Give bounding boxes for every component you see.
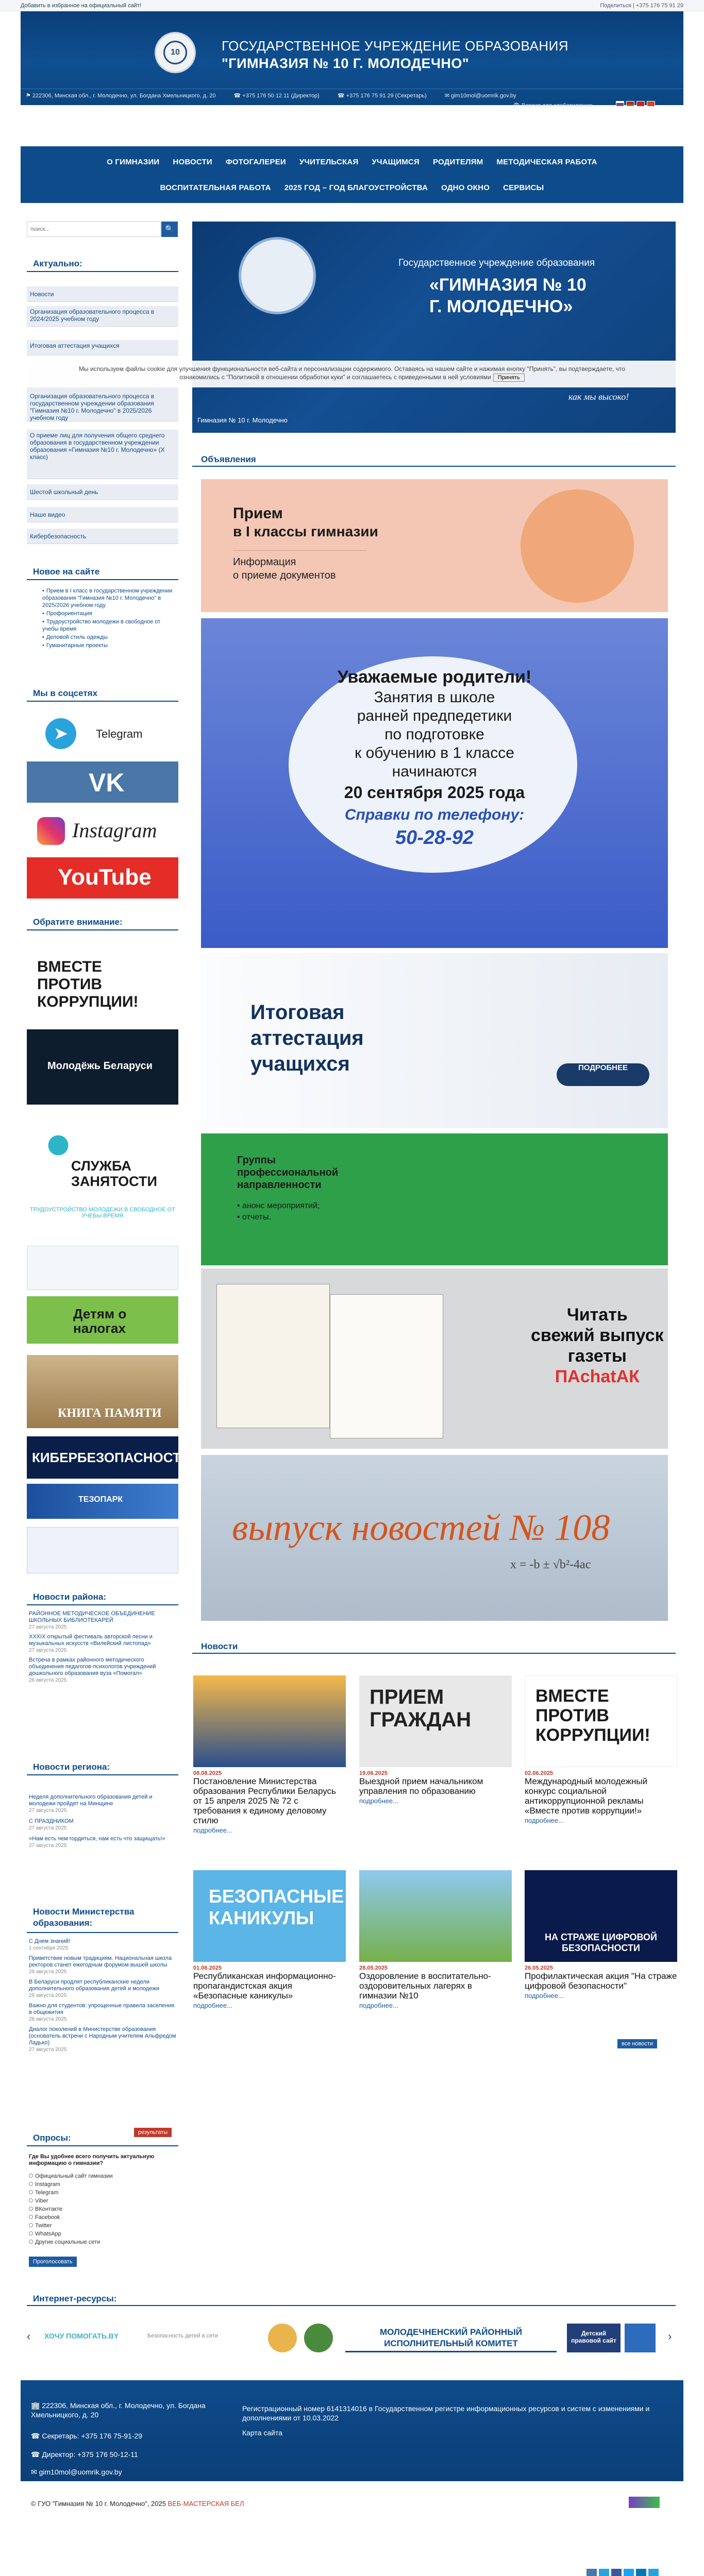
top-strip — [0, 0, 704, 11]
list-item[interactable]: XXXIX открытый фестиваль авторской песни и музыкальных искусств «Вилейский листопад» 27 августа 2025 — [29, 1634, 153, 1653]
anticorruption-banner[interactable]: ВМЕСТЕ ПРОТИВ КОРРУПЦИИ! — [27, 943, 178, 1026]
cybersecurity-banner[interactable]: КИБЕРБЕЗОПАСНОСТЬ — [27, 1436, 178, 1479]
cookie-bar — [0, 361, 704, 387]
nav-teachers[interactable]: УЧИТЕЛЬСКАЯ — [299, 158, 359, 166]
footer-secretary: ☎ Секретарь: +375 176 75-91-29 — [31, 2432, 143, 2440]
admission-banner[interactable]: Прием в I классы гимназии Информация о приеме документов — [201, 479, 668, 612]
read-more-link[interactable]: подробнее... — [193, 2002, 232, 2009]
footer-reg: Регистрационный номер 6141314016 в Государственном регистре информационных ресурсов и систем с изменениями и дополнениями от 10.03.2022 — [242, 2404, 650, 2422]
ministry-news-list — [29, 1938, 176, 2053]
poll-option[interactable]: Другие социальные сети — [29, 2238, 113, 2246]
lang-en-flag[interactable] — [636, 101, 645, 107]
footer-director: ☎ Директор: +375 176 50-12-11 — [31, 2450, 138, 2459]
poll-option[interactable]: Instagram — [29, 2180, 113, 2189]
news-card[interactable]: 28.05.2025 Оздоровление в воспитательно-оздоровительных лагерях в гимназии №10 подробнее... — [359, 1870, 512, 2009]
district-news-title: Новости района: — [33, 1592, 107, 1602]
actual-item[interactable]: Новости — [27, 286, 178, 302]
resource-link[interactable]: ХОЧУ ПОМОГАТЬ.BY Безопасность детей в сети — [44, 2332, 218, 2340]
poll-options — [29, 2172, 113, 2246]
region-news-list — [29, 1794, 176, 1849]
slider-line1: Государственное учреждение образования — [398, 258, 595, 268]
news-image — [359, 1870, 512, 1962]
actual-item[interactable]: Организация образовательного процесса в государственном учреждении образования "Гимназия №10 г. Молодечно" в 2025/2026 учебном году — [27, 366, 178, 421]
phone1-text: ☎ +375 176 50 12 11 (Директор) — [233, 93, 320, 99]
safety-banner[interactable] — [27, 1527, 178, 1573]
search-button[interactable] — [161, 222, 178, 237]
share-buttons — [586, 2569, 671, 2576]
news-image: НА СТРАЖЕ ЦИФРОВОЙ БЕЗОПАСНОСТИ — [525, 1870, 677, 1962]
read-more-link[interactable]: подробнее... — [525, 1992, 564, 1999]
share-vk-icon[interactable] — [586, 2569, 597, 2576]
news-image — [193, 1675, 346, 1767]
news-release-banner[interactable]: выпуск новостей № 108 x = -b ± √b²-4ac — [201, 1455, 668, 1621]
nav-about[interactable]: О ГИМНАЗИИ — [107, 158, 160, 166]
poll-option[interactable]: Официальный сайт гимназии — [29, 2172, 113, 2180]
footer-email[interactable]: ✉ gim10mol@uomrik.gov.by — [31, 2468, 122, 2476]
emblem-icon[interactable] — [268, 2324, 297, 2352]
lang-by-flag[interactable] — [626, 101, 634, 107]
instagram-icon — [37, 817, 65, 845]
poll-option[interactable]: Telegram — [29, 2189, 113, 2197]
carousel-prev-button[interactable]: ‹ — [27, 2330, 31, 2343]
phone2-text: ☎ +375 176 75 91 29 (Секретарь) — [337, 93, 427, 99]
nav-services[interactable]: СЕРВИСЫ — [503, 183, 544, 192]
vk-banner[interactable] — [27, 761, 178, 803]
all-news-button[interactable]: все новости — [617, 2039, 657, 2048]
social-title: Мы в соцсетях — [33, 688, 98, 698]
share-skype-icon[interactable] — [648, 2569, 659, 2576]
poll-results-button[interactable]: результаты — [134, 2128, 172, 2137]
region-news-title: Новости региона: — [33, 1762, 110, 1772]
slider-logo — [239, 237, 316, 314]
news-image: БЕЗОПАСНЫЕ КАНИКУЛЫ — [193, 1870, 346, 1962]
youtube-banner[interactable] — [27, 857, 178, 899]
actual-title: Актуально: — [33, 259, 82, 268]
actual-item[interactable]: Кибербезопасность — [27, 529, 178, 544]
district-news-list — [29, 1611, 176, 1684]
read-more-link[interactable]: подробнее... — [359, 2002, 398, 2009]
address-text: ⚑ 222306, Минская обл., г. Молодечно, ул. Богдана Хмельницкого, д. 20 — [26, 93, 216, 99]
list-item[interactable]: С ПРАЗДНИКОМ 27 августа 2025 — [29, 1818, 74, 1831]
resource-icon[interactable] — [625, 2324, 656, 2352]
footer-address: 🏢 222306, Минская обл., г. Молодечно, ул. Богдана Хмельницкого, д. 20 — [31, 2401, 206, 2419]
carousel-next-button[interactable]: › — [668, 2330, 672, 2343]
nav-photos[interactable]: ФОТОГАЛЕРЕИ — [225, 158, 286, 166]
instagram-banner[interactable]: Instagram — [27, 811, 178, 851]
vk-icon: VK — [89, 768, 125, 797]
list-item[interactable]: • Деловой стиль одежды — [42, 634, 177, 641]
site-title-line2: "ГИМНАЗИЯ № 10 Г. МОЛОДЕЧНО" — [222, 56, 470, 71]
main-nav — [21, 146, 683, 203]
actual-item[interactable]: Наше видео — [27, 507, 178, 522]
poll-option[interactable]: Twitter — [29, 2222, 113, 2230]
news-image: ВМЕСТЕ ПРОТИВ КОРРУПЦИИ! — [525, 1675, 677, 1767]
list-item[interactable]: Встреча в рамках районного методического объединения педагогов-психологов учреждений дошкольного образования вуза «Помогал» 26 августа 2025 — [29, 1657, 156, 1683]
nav-year-2025[interactable]: 2025 ГОД – ГОД БЛАГОУСТРОЙСТВА — [284, 183, 428, 192]
groups-banner[interactable]: Группы профессиональной направленности • анонс мероприятий; • отчеты. — [201, 1133, 668, 1265]
list-item[interactable]: В Беларуси продлят республиканские недели дополнительного образования детей и молодежи 29 августа 2025 — [29, 1979, 159, 1998]
attestation-banner[interactable]: Итоговая аттестация учащихся ПОДРОБНЕЕ — [201, 953, 668, 1128]
list-item[interactable]: • Трудоустройство молодежи в свободное от учебы время — [42, 618, 177, 633]
news-card[interactable]: 08.08.2025 Постановление Министерства образования Республики Беларусь от 15 апреля 2025 № 72 с требования к единому деловому стилю подробнее... — [193, 1675, 346, 1834]
hero-slider[interactable] — [192, 222, 676, 433]
list-item[interactable]: Важно для студентов: упрощенные правила заселения в общежития 28 августа 2025 — [29, 2003, 175, 2022]
slider-caption: Гимназия № 10 г. Молодечно — [197, 416, 288, 424]
site-title-line1: ГОСУДАРСТВЕННОЕ УЧРЕЖДЕНИЕ ОБРАЗОВАНИЯ — [222, 38, 569, 54]
list-item[interactable]: Неделя дополнительного образования детей и молодежи пройдет на Минщине 27 августа 2025 — [29, 1794, 153, 1814]
actual-item[interactable]: Организация образовательного процесса в 2024/2025 учебном году — [27, 306, 178, 327]
news-card[interactable]: ПРИЕМ ГРАЖДАН 19.06.2025 Выездной прием начальником управления по образованию подробнее... — [359, 1675, 512, 1805]
newspaper-banner[interactable]: Читать свежий выпуск газеты ПАchatАК — [201, 1268, 668, 1449]
employment-banner[interactable]: СЛУЖБА ЗАНЯТОСТИ — [27, 1117, 178, 1189]
poll-question: Где Вы удобнее всего получить актуальную информацию о гимназии? — [29, 2154, 155, 2166]
list-item[interactable]: • Профориентация — [42, 610, 177, 617]
district-committee-link[interactable]: МОЛОДЕЧНЕНСКИЙ РАЙОННЫЙ ИСПОЛНИТЕЛЬНЫЙ КОМИТЕТ — [345, 2324, 557, 2352]
ministry-news-title: Новости Министерства образования: — [33, 1907, 135, 1928]
lang-ru-flag[interactable] — [616, 101, 624, 107]
newspaper-image — [216, 1284, 330, 1428]
share-linkedin-icon[interactable] — [636, 2569, 646, 2576]
news-title: Новости — [201, 1641, 238, 1651]
cookie-accept-button[interactable]: Принять — [493, 374, 525, 382]
news-image: ПРИЕМ ГРАЖДАН — [359, 1675, 512, 1767]
news-card[interactable]: ВМЕСТЕ ПРОТИВ КОРРУПЦИИ! 02.06.2025 Международный молодежный конкурс социальной антикоррупционной рекламы «Вместе против коррупции!» подробнее... — [525, 1675, 677, 1824]
site-header — [21, 11, 683, 109]
read-more-link[interactable]: подробнее... — [359, 1797, 398, 1805]
nav-one-window[interactable]: ОДНО ОКНО — [441, 183, 490, 192]
memory-book-banner[interactable]: КНИГА ПАМЯТИ — [27, 1355, 178, 1428]
parents-text: Уважаемые родители! Занятия в школе ранней предпедетики по подготовке к обучению в 1 классе начинаются 20 сентября 2025 года Справки по телефону: 50-28-92 — [337, 667, 532, 849]
slider-line2: «ГИМНАЗИЯ № 10 — [429, 275, 586, 295]
actual-item[interactable]: Итоговая аттестация учащихся — [27, 340, 178, 355]
list-item[interactable]: Диалог поколений в Министерстве образования (основатель встречи с Народным учителем Альфредом Ладько) 27 августа 2025 — [29, 2026, 176, 2053]
sitemap-link[interactable]: Карта сайта — [242, 2429, 282, 2437]
read-more-link[interactable]: подробнее... — [193, 1826, 232, 1834]
list-item[interactable]: «Нам есть чем гордиться, нам есть что защищать!» 27 августа 2025 — [29, 1836, 165, 1849]
poll-option[interactable]: WhatsApp — [29, 2230, 113, 2238]
read-more-link[interactable]: подробнее... — [525, 1817, 564, 1824]
emblem-icon[interactable] — [304, 2324, 333, 2352]
details-button[interactable]: ПОДРОБНЕЕ — [557, 1063, 649, 1086]
lang-cn-flag[interactable] — [647, 101, 655, 107]
kids-image — [521, 489, 634, 603]
search-input[interactable] — [27, 222, 141, 236]
vote-button[interactable]: Проголосовать — [29, 2257, 77, 2267]
slider-line3: Г. МОЛОДЕЧНО» — [429, 297, 573, 316]
nav-methodology[interactable]: МЕТОДИЧЕСКАЯ РАБОТА — [496, 158, 597, 166]
newspaper-image — [330, 1294, 443, 1438]
attention-title: Обратите внимание: — [33, 917, 123, 927]
footer — [21, 2380, 683, 2481]
copyright: © ГУО "Гимназия № 10 г. Молодечно", 2025 ВЕБ-МАСТЕРСКАЯ БЕЛ — [31, 2500, 244, 2507]
youtube-icon: YouTube — [58, 865, 152, 890]
share-twitter-icon[interactable] — [624, 2569, 634, 2576]
cookie-text1: Мы используем файлы cookie для улучшения функциональности веб-сайта и персонализации содержимого. Оставаясь на нашем сайте и нажимая кнопку "Принять", вы подтверждаете, что — [79, 365, 625, 372]
nav-students[interactable]: УЧАЩИМСЯ — [372, 158, 420, 166]
top-contact: Поделиться | +375 176 75 91 29 — [600, 3, 683, 9]
header-contacts — [26, 92, 533, 99]
announcements-title: Объявления — [201, 454, 256, 464]
poll-title: Опросы: — [33, 2133, 71, 2143]
nav-news[interactable]: НОВОСТИ — [173, 158, 212, 166]
list-item[interactable]: Приветствие новым традициям. Национальная школа ректоров станет ежегодным форумом вышей школы 29 августа 2025 — [29, 1955, 172, 1975]
nav-upbringing[interactable]: ВОСПИТАТЕЛЬНАЯ РАБОТА — [160, 183, 271, 192]
search-icon: 🔍 — [165, 225, 174, 233]
poll-option[interactable]: Facebook — [29, 2213, 113, 2222]
bookmark-link[interactable]: Добавить в избранное на официальный сайт! — [21, 3, 141, 9]
low-vision-link[interactable]: 👁 Версия для слабовидящих — [513, 103, 593, 109]
list-item[interactable]: РАЙОННОЕ МЕТОДИЧЕСКОЕ ОБЪЕДИНЕНИЕ ШКОЛЬНЫХ БИБЛИОТЕКАРЕЙ 27 августа 2025 — [29, 1611, 155, 1630]
resources-title: Интернет-ресурсы: — [33, 2294, 117, 2303]
taxes-banner[interactable]: Детям о налогах — [27, 1296, 178, 1344]
actual-item[interactable]: Шестой школьный день — [27, 484, 178, 500]
education-banner[interactable] — [27, 1246, 178, 1290]
tezopark-banner[interactable]: ТЕЗОПАРК — [27, 1484, 178, 1519]
employment-caption: ТРУДОУСТРОЙСТВО МОЛОДЕЖИ В СВОБОДНОЕ ОТ УЧЕБЫ ВРЕМЯ — [30, 1207, 175, 1219]
list-item[interactable]: С Днем знаний! 1 сентября 2025 — [29, 1938, 70, 1951]
cookie-text2[interactable]: ознакомились с "Политикой в отношении обработки куки" и соглашаетесь с приведенными в ней условиями — [179, 374, 491, 381]
poll-option[interactable]: ВКонтакте — [29, 2205, 113, 2213]
news-card[interactable]: БЕЗОПАСНЫЕ КАНИКУЛЫ 01.06.2025 Республиканская информационно-пропагандистская акция «Безопасные каникулы» подробнее... — [193, 1870, 346, 2009]
list-item[interactable]: • Прием в I класс в государственном учреждении образования "Гимназия №10 г. Молодечно" в 2025/2026 учебном году — [42, 587, 177, 609]
new-on-site-title: Новое на сайте — [33, 567, 100, 577]
telegram-banner[interactable]: ➤ Telegram — [27, 713, 178, 754]
search-box — [27, 222, 161, 237]
actual-item[interactable]: О приеме лиц для получения общего среднего образования в государственном учреждении образования «Гимназия №10 г. Молодечно» (X класс) — [27, 430, 178, 479]
nav-parents[interactable]: РОДИТЕЛЯМ — [432, 158, 483, 166]
gymnasium-logo[interactable]: 10 — [155, 32, 196, 73]
legal-site-link[interactable]: Детский правовой сайт — [567, 2324, 621, 2352]
list-item[interactable]: • Гуманитарные проекты — [42, 642, 177, 649]
maker-link[interactable]: ВЕБ-МАСТЕРСКАЯ БЕЛ — [167, 2500, 244, 2507]
new-on-site-list — [42, 587, 177, 650]
share-facebook-icon[interactable] — [611, 2569, 622, 2576]
telegram-icon: ➤ — [45, 718, 76, 749]
email-link[interactable]: ✉ gim10mol@uomrik.gov.by — [444, 93, 516, 99]
parents-banner[interactable] — [201, 618, 668, 948]
poll-option[interactable]: Viber — [29, 2197, 113, 2205]
share-telegram-icon[interactable] — [599, 2569, 609, 2576]
news-card[interactable]: НА СТРАЖЕ ЦИФРОВОЙ БЕЗОПАСНОСТИ 26.05.2025 Профилактическая акция "На страже цифровой безопасности" подробнее... — [525, 1870, 677, 1999]
youth-belarus-banner[interactable]: Молодёжь Беларуси — [27, 1029, 178, 1105]
slider-slogan: как мы высоко! — [568, 392, 629, 402]
counter-badge[interactable] — [629, 2497, 660, 2508]
